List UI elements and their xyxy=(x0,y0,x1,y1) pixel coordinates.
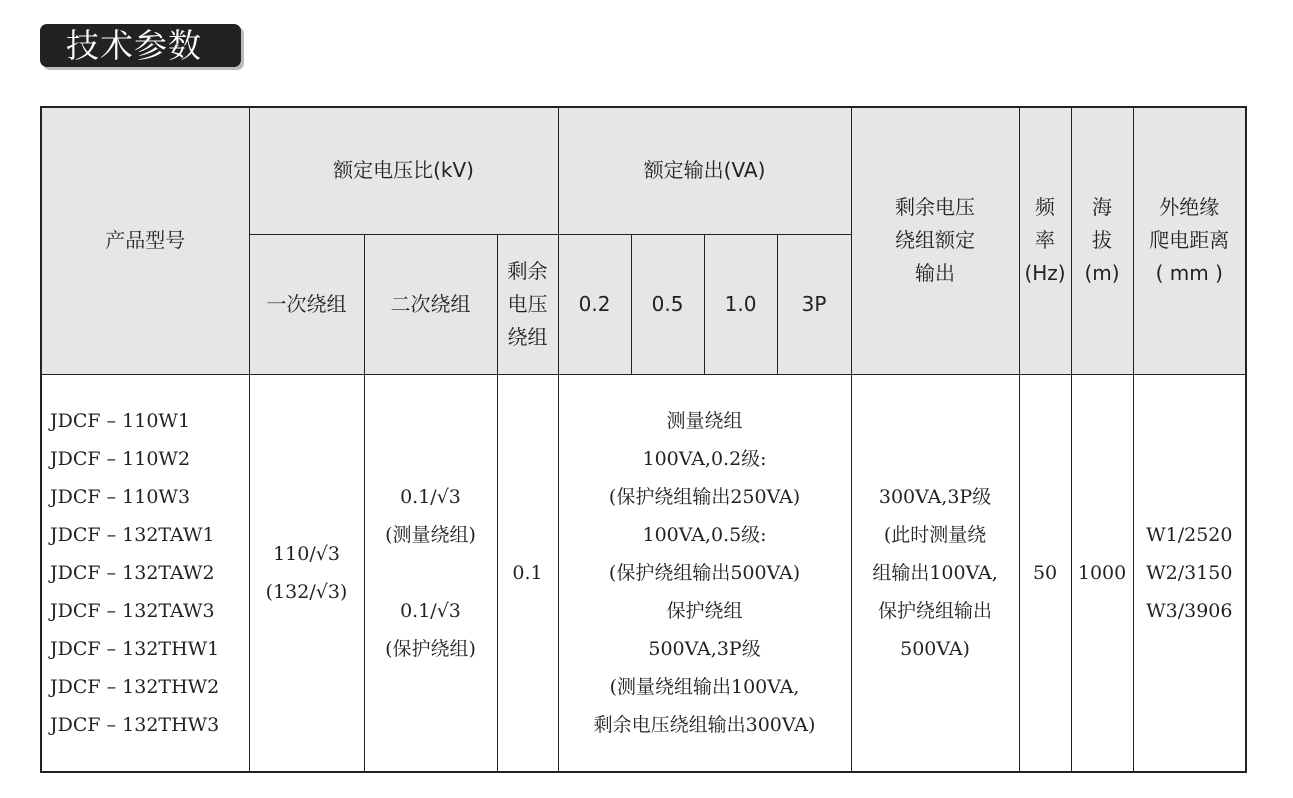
header-residual-voltage-winding: 剩余 电压 绕组 xyxy=(497,234,558,374)
cell-creepage-distance: W1/2520 W2/3150 W3/3906 xyxy=(1133,374,1246,772)
cell-frequency: 50 xyxy=(1019,374,1071,772)
cell-rated-output-notes: 测量绕组 100VA,0.2级: (保护绕组输出250VA) 100VA,0.5级: (保护绕组输出500VA) 保护绕组 500VA,3P级 (测量绕组输出100VA, 剩余电压绕组输出300VA) xyxy=(558,374,851,772)
header-creepage-distance: 外绝缘 爬电距离 ( mm ) xyxy=(1133,107,1246,374)
cell-secondary-ratio: 0.1/√3 (测量绕组) 0.1/√3 (保护绕组) xyxy=(364,374,497,772)
spec-table xyxy=(40,106,1247,773)
header-residual-rated-output: 剩余电压 绕组额定 输出 xyxy=(851,107,1019,374)
model-item: JDCF – 132TAW1 xyxy=(50,523,215,546)
cell-product-models xyxy=(41,374,249,772)
header-product-model: 产品型号 xyxy=(41,107,249,374)
section-title: 技术参数 xyxy=(40,24,241,67)
cell-altitude: 1000 xyxy=(1071,374,1133,772)
header-class-0-2: 0.2 xyxy=(558,234,631,374)
model-item: JDCF – 110W2 xyxy=(50,447,191,470)
header-class-3p: 3P xyxy=(777,234,851,374)
header-frequency: 频 率 (Hz) xyxy=(1019,107,1071,374)
header-rated-voltage-ratio: 额定电压比(kV) xyxy=(249,107,558,234)
model-item: JDCF – 132THW1 xyxy=(50,637,220,660)
cell-primary-ratio: 110/√3 (132/√3) xyxy=(249,374,364,772)
model-item: JDCF – 132THW3 xyxy=(50,713,220,736)
header-primary-winding: 一次绕组 xyxy=(249,234,364,374)
model-item: JDCF – 132TAW3 xyxy=(50,599,215,622)
header-rated-output: 额定输出(VA) xyxy=(558,107,851,234)
header-class-1-0: 1.0 xyxy=(704,234,777,374)
cell-residual-ratio: 0.1 xyxy=(497,374,558,772)
header-altitude: 海 拔 (m) xyxy=(1071,107,1133,374)
model-item: JDCF – 110W1 xyxy=(50,409,191,432)
cell-residual-output-notes: 300VA,3P级 (此时测量绕 组输出100VA, 保护绕组输出 500VA) xyxy=(851,374,1019,772)
model-item: JDCF – 132THW2 xyxy=(50,675,220,698)
header-class-0-5: 0.5 xyxy=(631,234,704,374)
model-item: JDCF – 132TAW2 xyxy=(50,561,215,584)
header-secondary-winding: 二次绕组 xyxy=(364,234,497,374)
model-item: JDCF – 110W3 xyxy=(50,485,191,508)
